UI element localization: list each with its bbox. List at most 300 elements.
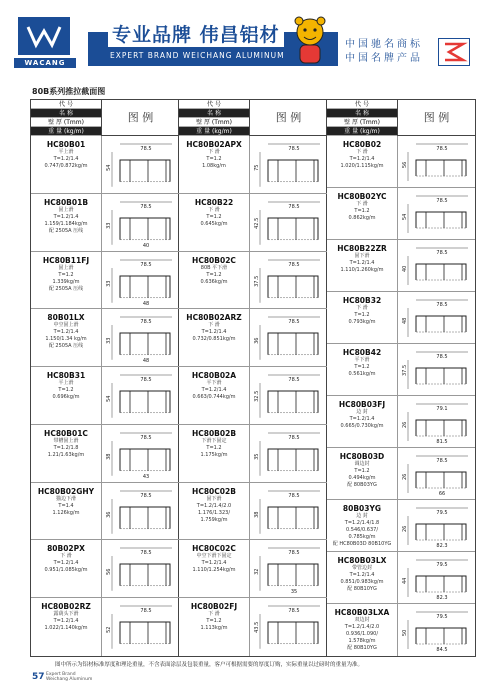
profile-outline <box>268 218 318 240</box>
profile-info <box>179 309 249 366</box>
table-column <box>179 100 327 656</box>
dimension-label: 43.5 <box>254 621 260 634</box>
profile-detail: 1.126kg/m <box>52 509 80 516</box>
profile-drawing <box>249 598 327 656</box>
header-legend: 图 例 <box>397 100 475 136</box>
header-name: 名 称 <box>327 109 397 118</box>
profile-code: HC80B03LX <box>337 556 387 565</box>
profile-detail: 下滑下固定 <box>201 437 227 444</box>
profile-detail: T=1.2 <box>354 312 370 318</box>
profile-drawing <box>397 500 475 551</box>
profile-detail: 双边封 <box>354 617 370 623</box>
profile-detail: 露葫头下滑 <box>53 611 79 618</box>
cross-section-icon <box>402 504 472 548</box>
table-row <box>179 483 327 541</box>
cross-section-icon <box>254 429 324 479</box>
cross-section-icon <box>402 244 472 288</box>
profile-info <box>31 367 101 424</box>
table-row <box>31 425 179 483</box>
dimension-label: 78.5 <box>288 261 300 268</box>
cross-section-icon <box>402 348 472 392</box>
profile-info <box>31 136 101 193</box>
profile-code: HC80B31 <box>46 371 86 381</box>
caption-line: Weichang Aluminum <box>46 677 93 682</box>
profile-detail: 固上滑 <box>58 206 74 213</box>
profile-detail: 猫边下滑 <box>55 495 76 502</box>
dimension-label: 82.3 <box>436 543 448 548</box>
dimension-label: 33 <box>106 280 112 287</box>
cross-section-icon <box>402 400 472 444</box>
profile-detail: 下 滑 <box>208 206 220 213</box>
profile-detail: T=1.2/1.4 <box>201 560 227 567</box>
profile-drawing <box>397 552 475 603</box>
profile-detail: 下 滑 <box>208 322 220 329</box>
dimension-label: 78.5 <box>140 550 152 557</box>
cross-section-icon <box>254 313 324 363</box>
profile-outline <box>416 420 466 436</box>
profile-drawing <box>101 252 179 309</box>
mascot-icon <box>288 14 332 68</box>
column-header <box>179 100 327 136</box>
profile-info <box>31 309 101 366</box>
profile-detail: 80B 平下滑 <box>200 264 228 271</box>
logo-emblem-icon <box>24 21 64 51</box>
dimension-label: 78.5 <box>140 146 152 152</box>
dimension-label: 40 <box>402 265 408 272</box>
header-weight: 重 量 (kg/m) <box>327 127 397 136</box>
honor-line: 中国名牌产品 <box>345 53 423 64</box>
dimension-label: 81.5 <box>436 439 448 444</box>
header-code: 代 号 <box>327 100 397 109</box>
dimension-label: 56 <box>402 161 408 168</box>
profile-drawing <box>397 188 475 239</box>
dimension-label: 79.5 <box>436 562 448 568</box>
profile-code: HC80B32 <box>342 296 382 305</box>
cross-section-icon <box>254 544 324 594</box>
profile-detail: 1.175kg/m <box>200 451 228 458</box>
dimension-label: 56 <box>106 568 112 576</box>
header-thickness: 壁 厚 (Tmm) <box>179 118 249 127</box>
dimension-label: 54 <box>402 213 408 220</box>
dimension-label: 32.5 <box>254 390 260 402</box>
profile-detail: T=1.2 <box>58 387 74 394</box>
profile-info <box>31 194 101 251</box>
table-row <box>31 252 179 310</box>
table-row <box>327 240 475 292</box>
dimension-label: 37.5 <box>402 364 408 376</box>
profile-code: HC80B03FJ <box>338 400 386 409</box>
cross-section-icon <box>402 296 472 340</box>
profile-detail: T=1.2 <box>206 156 222 162</box>
profile-detail: T=1.2/1.4 <box>349 156 375 162</box>
profile-outline <box>416 368 466 384</box>
dimension-label: 78.5 <box>288 550 300 557</box>
profile-code: 80B02PX <box>47 544 85 554</box>
dimension-label: 26 <box>402 525 408 532</box>
cross-section-icon <box>402 140 472 184</box>
profile-code: HC80B02FJ <box>190 602 238 612</box>
profile-info <box>327 136 397 187</box>
dimension-label: 33 <box>106 222 112 229</box>
profile-info <box>179 252 249 309</box>
profile-outline <box>268 160 318 182</box>
profile-detail: 0.936/1.090/ <box>346 631 378 637</box>
profile-code: HC80B42 <box>342 348 382 357</box>
profile-drawing <box>397 292 475 343</box>
profile-code: HC80B02YC <box>337 192 387 201</box>
profile-detail: 配 80B03YG <box>347 482 377 488</box>
profile-detail: 配 2505A 压线 <box>48 343 84 350</box>
profile-detail: 1.759kg/m <box>200 516 228 523</box>
profile-detail: T=1.2/1.4/2.0 <box>344 624 380 630</box>
cross-section-icon <box>402 608 472 652</box>
profile-detail: 平下滑 <box>206 380 222 387</box>
profile-outline <box>268 391 318 413</box>
dimension-label: 26 <box>402 473 408 480</box>
profile-outline <box>268 449 318 471</box>
dimension-label: 78.5 <box>140 377 152 384</box>
profile-code: HC80C02B <box>192 486 236 496</box>
profile-drawing <box>101 194 179 251</box>
cross-section-icon <box>254 487 324 537</box>
profile-detail: T=1.2 <box>58 271 74 278</box>
dimension-label: 54 <box>106 395 112 402</box>
cross-section-icon <box>254 602 324 652</box>
profile-drawing <box>397 604 475 656</box>
header-code: 代 号 <box>179 100 249 109</box>
profile-drawing <box>397 344 475 395</box>
cross-section-icon <box>106 487 176 537</box>
table-row <box>31 194 179 252</box>
dimension-label: 35 <box>290 589 298 595</box>
dimension-label: 84.5 <box>436 647 448 652</box>
footnote: 图中所示为铝材标准厚度和理论重量，不含表面涂层及包装重量，客户可根据需要的厚度订购，实际重量以过磅时的重量为准。 <box>55 662 364 668</box>
profile-drawing <box>397 396 475 447</box>
profile-outline <box>416 160 466 176</box>
profile-detail: 0.732/0.851kg/m <box>192 336 236 343</box>
profile-info <box>327 344 397 395</box>
table-row <box>31 367 179 425</box>
profile-outline <box>416 628 466 644</box>
profile-detail: T=1.2/1.8 <box>53 444 79 451</box>
page-title: 80B系列推拉截面图 <box>32 87 106 96</box>
profile-detail: 下 滑 <box>208 611 220 618</box>
table-row <box>327 604 475 656</box>
table-row <box>31 309 179 367</box>
cross-section-icon <box>106 256 176 306</box>
dimension-label: 32 <box>254 568 260 576</box>
profile-code: HC80B01B <box>43 197 89 207</box>
dimension-label: 78.5 <box>140 319 152 326</box>
header-thickness: 壁 厚 (Tmm) <box>31 118 101 127</box>
table-row <box>179 136 327 194</box>
dimension-label: 48 <box>142 358 150 364</box>
header-code: 代 号 <box>31 100 101 109</box>
table-row <box>31 483 179 541</box>
profile-info <box>179 598 249 656</box>
profile-drawing <box>101 483 179 540</box>
profile-drawing <box>249 540 327 597</box>
table-row <box>327 500 475 552</box>
cross-section-icon <box>402 192 472 236</box>
profile-detail: 0.546/0.637/ <box>346 527 378 533</box>
brand-logo <box>18 17 70 55</box>
header-name: 名 称 <box>179 109 249 118</box>
profile-code: HC80C02C <box>192 544 236 554</box>
profile-info <box>327 552 397 603</box>
profile-detail: T=1.4 <box>58 502 74 509</box>
profile-detail: 边 封 <box>356 409 368 415</box>
profile-info <box>327 292 397 343</box>
dimension-label: 78.5 <box>436 302 448 308</box>
header-thickness: 壁 厚 (Tmm) <box>327 118 397 127</box>
profile-drawing <box>397 448 475 499</box>
profile-info <box>327 500 397 551</box>
dimension-label: 37.5 <box>254 275 260 287</box>
dimension-label: 79.1 <box>436 406 448 412</box>
cross-section-icon <box>106 602 176 652</box>
profile-code: HC80B22 <box>194 197 234 207</box>
column-header <box>327 100 475 136</box>
dimension-label: 78.5 <box>288 377 300 384</box>
dimension-label: 78.5 <box>436 250 448 256</box>
cross-section-icon <box>106 429 176 479</box>
table-row <box>327 448 475 500</box>
profile-code: HC80B02GHY <box>37 486 95 496</box>
profile-detail: 下 滑 <box>60 553 72 560</box>
dimension-label: 79.5 <box>436 614 448 620</box>
profile-detail: 固上滑 <box>58 264 74 271</box>
profile-drawing <box>101 598 179 656</box>
profile-detail: 中空固上滑 <box>53 322 79 329</box>
profile-code: HC80B02RZ <box>41 602 91 612</box>
table-row <box>327 344 475 396</box>
table-row <box>327 188 475 240</box>
table-row <box>179 425 327 483</box>
dimension-label: 78.5 <box>436 354 448 360</box>
dimension-label: 78.5 <box>140 261 152 268</box>
dimension-label: 78.5 <box>436 146 448 152</box>
dimension-label: 78.5 <box>140 203 152 210</box>
profile-detail: 1.339kg/m <box>52 278 80 285</box>
dimension-label: 78.5 <box>436 458 448 464</box>
table-row <box>179 367 327 425</box>
cross-section-icon <box>402 556 472 600</box>
profile-info <box>327 448 397 499</box>
profile-code: 80B03YG <box>342 504 382 513</box>
table-row <box>31 136 179 194</box>
cross-section-icon <box>254 198 324 248</box>
profile-detail: 1.113kg/m <box>200 625 228 632</box>
profile-detail: T=1.2 <box>354 364 370 370</box>
profile-outline <box>416 212 466 228</box>
profile-drawing <box>101 136 179 193</box>
profile-drawing <box>249 252 327 309</box>
profile-outline <box>416 316 466 332</box>
profile-outline <box>268 507 318 529</box>
profile-detail: T=1.2/1.4 <box>201 329 227 336</box>
profile-code: HC80B02 <box>342 140 382 149</box>
table-column <box>327 100 475 656</box>
profile-detail: T=1.2/1.4/2.0 <box>196 502 232 509</box>
profile-drawing <box>397 136 475 187</box>
dimension-label: 40 <box>142 242 150 248</box>
profile-info <box>31 540 101 597</box>
profile-outline <box>120 507 170 529</box>
profile-detail: 带槽固上滑 <box>53 437 79 444</box>
profile-info <box>179 194 249 251</box>
profile-code: HC80B02B <box>191 428 237 438</box>
profile-detail: 固下滑 <box>354 253 370 259</box>
dimension-label: 78.5 <box>140 608 152 615</box>
profile-table <box>30 99 476 657</box>
profile-detail: 0.561kg/m <box>348 371 376 377</box>
profile-detail: 0.793kg/m <box>348 319 376 325</box>
table-row <box>179 309 327 367</box>
profile-drawing <box>249 483 327 540</box>
honor-text <box>345 38 423 66</box>
profile-outline <box>268 622 318 644</box>
profile-detail: 下 滑 <box>356 149 368 155</box>
profile-code: 80B01LX <box>47 313 85 323</box>
dimension-label: 78.5 <box>288 146 300 152</box>
profile-detail: 0.665/0.730kg/m <box>340 423 384 429</box>
profile-outline <box>416 264 466 280</box>
profile-info <box>179 483 249 540</box>
profile-outline <box>416 576 466 592</box>
profile-outline <box>268 276 318 298</box>
profile-drawing <box>249 367 327 424</box>
dimension-label: 78.5 <box>288 608 300 615</box>
page-header <box>0 0 500 80</box>
dimension-label: 43 <box>142 473 150 479</box>
dimension-label: 48 <box>142 300 150 306</box>
profile-code: HC80B01C <box>44 428 88 438</box>
profile-outline <box>268 564 318 586</box>
profile-info <box>179 367 249 424</box>
profile-code: HC80B02A <box>191 371 237 381</box>
dimension-label: 78.5 <box>436 198 448 204</box>
profile-drawing <box>249 194 327 251</box>
profile-detail: 0.636kg/m <box>200 278 228 285</box>
profile-detail: 0.862kg/m <box>348 215 376 221</box>
table-row <box>31 598 179 656</box>
dimension-label: 36 <box>106 511 112 518</box>
profile-detail: 边 封 <box>356 513 368 519</box>
profile-detail: 0.696kg/m <box>52 394 80 401</box>
brand-subtitle: EXPERT BRAND WEICHANG ALUMINUM <box>110 51 285 60</box>
profile-detail: T=1.2/1.4 <box>53 560 79 567</box>
profile-info <box>31 598 101 656</box>
dimension-label: 78.5 <box>288 203 300 210</box>
table-row <box>327 552 475 604</box>
profile-detail: 配 HC80B03D 80B10YG <box>332 541 392 547</box>
table-row <box>179 252 327 310</box>
brand-title: 专业品牌 伟昌铝材 <box>108 20 284 47</box>
profile-detail: 1.21/1.63kg/m <box>47 451 85 458</box>
profile-drawing <box>249 309 327 366</box>
profile-detail: 1.150/1.34 kg/m <box>45 336 87 343</box>
profile-info <box>179 540 249 597</box>
profile-detail: T=1.2/1.4 <box>53 618 79 625</box>
profile-detail: 0.951/1.085kg/m <box>44 567 88 574</box>
table-row <box>179 194 327 252</box>
profile-detail: 配 80B10YG <box>347 645 377 651</box>
profile-info <box>327 396 397 447</box>
profile-info <box>31 483 101 540</box>
profile-detail: 0.645kg/m <box>200 220 228 227</box>
cross-section-icon <box>106 544 176 594</box>
profile-detail: 1.159/1.184kg/m <box>44 220 88 227</box>
profile-detail: 中空下滑下固定 <box>196 553 232 560</box>
profile-detail: T=1.2 <box>206 271 222 278</box>
profile-detail: 1.110/1.254kg/m <box>192 567 236 574</box>
table-row <box>179 540 327 598</box>
profile-code: HC80B11FJ <box>42 255 90 265</box>
header-legend: 图 例 <box>249 100 327 136</box>
profile-detail: 固下滑 <box>206 495 222 502</box>
profile-detail: 配 80B10YG <box>347 586 377 592</box>
profile-drawing <box>249 136 327 193</box>
profile-detail: T=1.2 <box>206 213 222 220</box>
profile-detail: T=1.2/1.4 <box>53 156 79 162</box>
cross-section-icon <box>402 452 472 496</box>
profile-detail: 调边封 <box>354 461 370 467</box>
column-header <box>31 100 179 136</box>
profile-code: HC80B02APX <box>186 140 242 149</box>
profile-detail: T=1.2 <box>206 444 222 451</box>
profile-outline <box>120 276 170 298</box>
profile-drawing <box>101 367 179 424</box>
profile-outline <box>120 622 170 644</box>
header-weight: 重 量 (kg/m) <box>179 127 249 136</box>
profile-detail: T=1.2/1.4 <box>349 260 375 266</box>
dimension-label: 66 <box>438 491 446 496</box>
profile-outline <box>120 218 170 240</box>
profile-info <box>31 252 101 309</box>
profile-info <box>179 425 249 482</box>
profile-outline <box>268 333 318 355</box>
profile-drawing <box>101 309 179 366</box>
dimension-label: 26 <box>402 421 408 428</box>
profile-outline <box>120 333 170 355</box>
profile-outline <box>120 160 170 182</box>
profile-detail: 0.494kg/m <box>348 475 376 481</box>
cross-section-icon <box>106 140 176 190</box>
cross-section-icon <box>106 371 176 421</box>
profile-detail: T=1.2/1.4 <box>201 387 227 394</box>
profile-detail: T=1.2/1.4 <box>349 572 375 578</box>
profile-drawing <box>397 240 475 291</box>
dimension-label: 42.5 <box>254 217 260 229</box>
profile-detail: 1.022/1.140kg/m <box>44 625 88 632</box>
profile-detail: 0.785kg/m <box>348 534 376 540</box>
profile-detail: 配 2505A 压线 <box>48 227 84 234</box>
cross-section-icon <box>106 313 176 363</box>
dimension-label: 78.5 <box>140 492 152 499</box>
profile-detail: T=1.2 <box>354 208 370 214</box>
profile-detail: T=1.2 <box>206 618 222 625</box>
profile-drawing <box>101 425 179 482</box>
dimension-label: 78.5 <box>288 434 300 441</box>
profile-code: HC80B02C <box>192 255 236 265</box>
dimension-label: 54 <box>106 164 112 171</box>
profile-code: HC80B02ARZ <box>186 313 242 323</box>
profile-outline <box>120 391 170 413</box>
profile-outline <box>416 472 466 488</box>
cross-section-icon <box>254 371 324 421</box>
dimension-label: 78.5 <box>288 319 300 326</box>
